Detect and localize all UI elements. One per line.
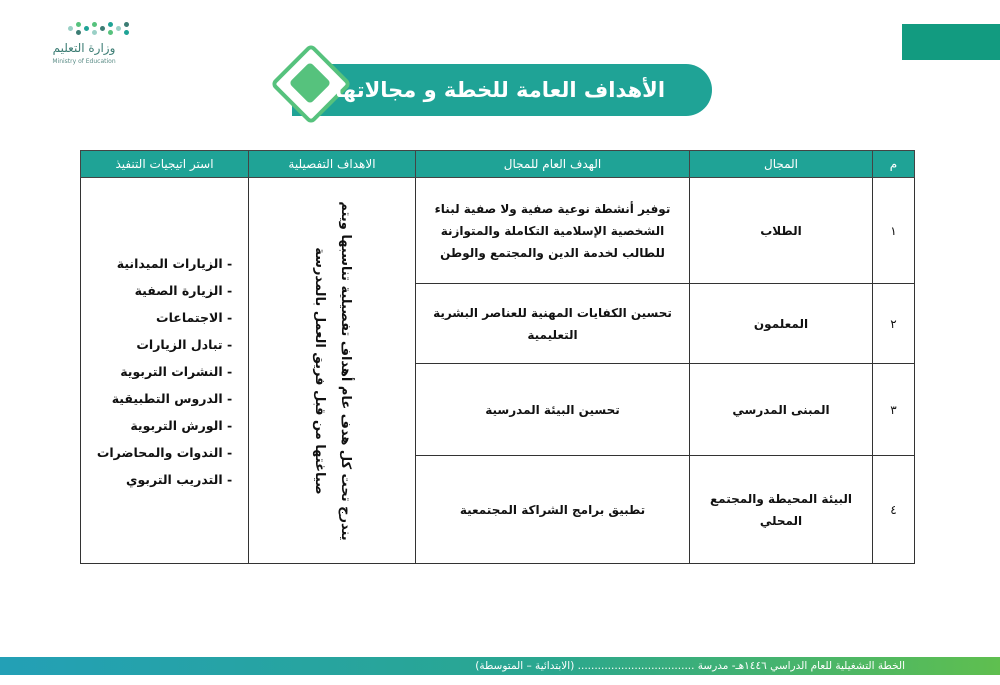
corner-accent-bar bbox=[902, 24, 1000, 60]
row-num: ٣ bbox=[873, 364, 915, 456]
logo-english-text: Ministry of Education bbox=[52, 58, 116, 65]
header-field: المجال bbox=[690, 151, 873, 178]
ministry-logo bbox=[38, 20, 133, 72]
page-title: الأهداف العامة للخطة و مجالاتها bbox=[334, 78, 666, 102]
header-detail: الاهداف التفصيلية bbox=[249, 151, 416, 178]
list-item: - الدروس التطبيقية bbox=[111, 391, 233, 406]
list-item: - الزيارة الصفية bbox=[134, 283, 233, 298]
list-item: - التدريب التربوي bbox=[126, 472, 233, 487]
footer-text: الخطة التشغيلية للعام الدراسي ١٤٤٦هـ- مدرسة ................................... (الابتدائية – المتوسطة) bbox=[475, 660, 905, 672]
strategies-list bbox=[97, 250, 232, 493]
table-row bbox=[81, 178, 915, 284]
header-goal: الهدف العام للمجال bbox=[416, 151, 690, 178]
header-strategy: استر اتيجيات التنفيذ bbox=[81, 151, 249, 178]
detail-goals-text: يندرج تحت كل هدف عام أهداف تفصيلية تناسبها ويتم صياغتها من قبل فريق العمل بالمدرسة bbox=[312, 200, 353, 541]
list-item: - تبادل الزيارات bbox=[136, 337, 233, 352]
logo-dots-icon bbox=[68, 20, 130, 38]
row-goal: تطبيق برامج الشراكة المجتمعية bbox=[416, 456, 690, 564]
list-item: - الاجتماعات bbox=[156, 310, 233, 325]
footer-bar bbox=[0, 657, 1000, 675]
list-item: - الندوات والمحاضرات bbox=[96, 445, 233, 460]
row-num: ٤ bbox=[873, 456, 915, 564]
row-goal: تحسين الكفايات المهنية للعناصر البشرية التعليمية bbox=[416, 284, 690, 364]
row-num: ١ bbox=[873, 178, 915, 284]
goals-table bbox=[80, 150, 915, 564]
list-item: - النشرات التربوية bbox=[120, 364, 233, 379]
row-goal: توفير أنشطة نوعية صفية ولا صفية لبناء الشخصية الإسلامية التكاملة والمتوازنة للطالب لخدمة الدين والمجتمع والوطن bbox=[416, 178, 690, 284]
row-num: ٢ bbox=[873, 284, 915, 364]
row-field: المعلمون bbox=[690, 284, 873, 364]
row-field: المبنى المدرسي bbox=[690, 364, 873, 456]
list-item: - الورش التربوية bbox=[130, 418, 233, 433]
detail-goals-cell bbox=[249, 178, 416, 564]
table-header-row bbox=[81, 151, 915, 178]
list-item: - الزيارات الميدانية bbox=[116, 256, 233, 271]
strategies-cell bbox=[81, 178, 249, 564]
row-field: البيئة المحيطة والمجتمع المحلي bbox=[690, 456, 873, 564]
row-field: الطلاب bbox=[690, 178, 873, 284]
header-num: م bbox=[873, 151, 915, 178]
row-goal: تحسين البيئة المدرسية bbox=[416, 364, 690, 456]
logo-arabic-text: وزارة التعليم bbox=[52, 41, 116, 55]
